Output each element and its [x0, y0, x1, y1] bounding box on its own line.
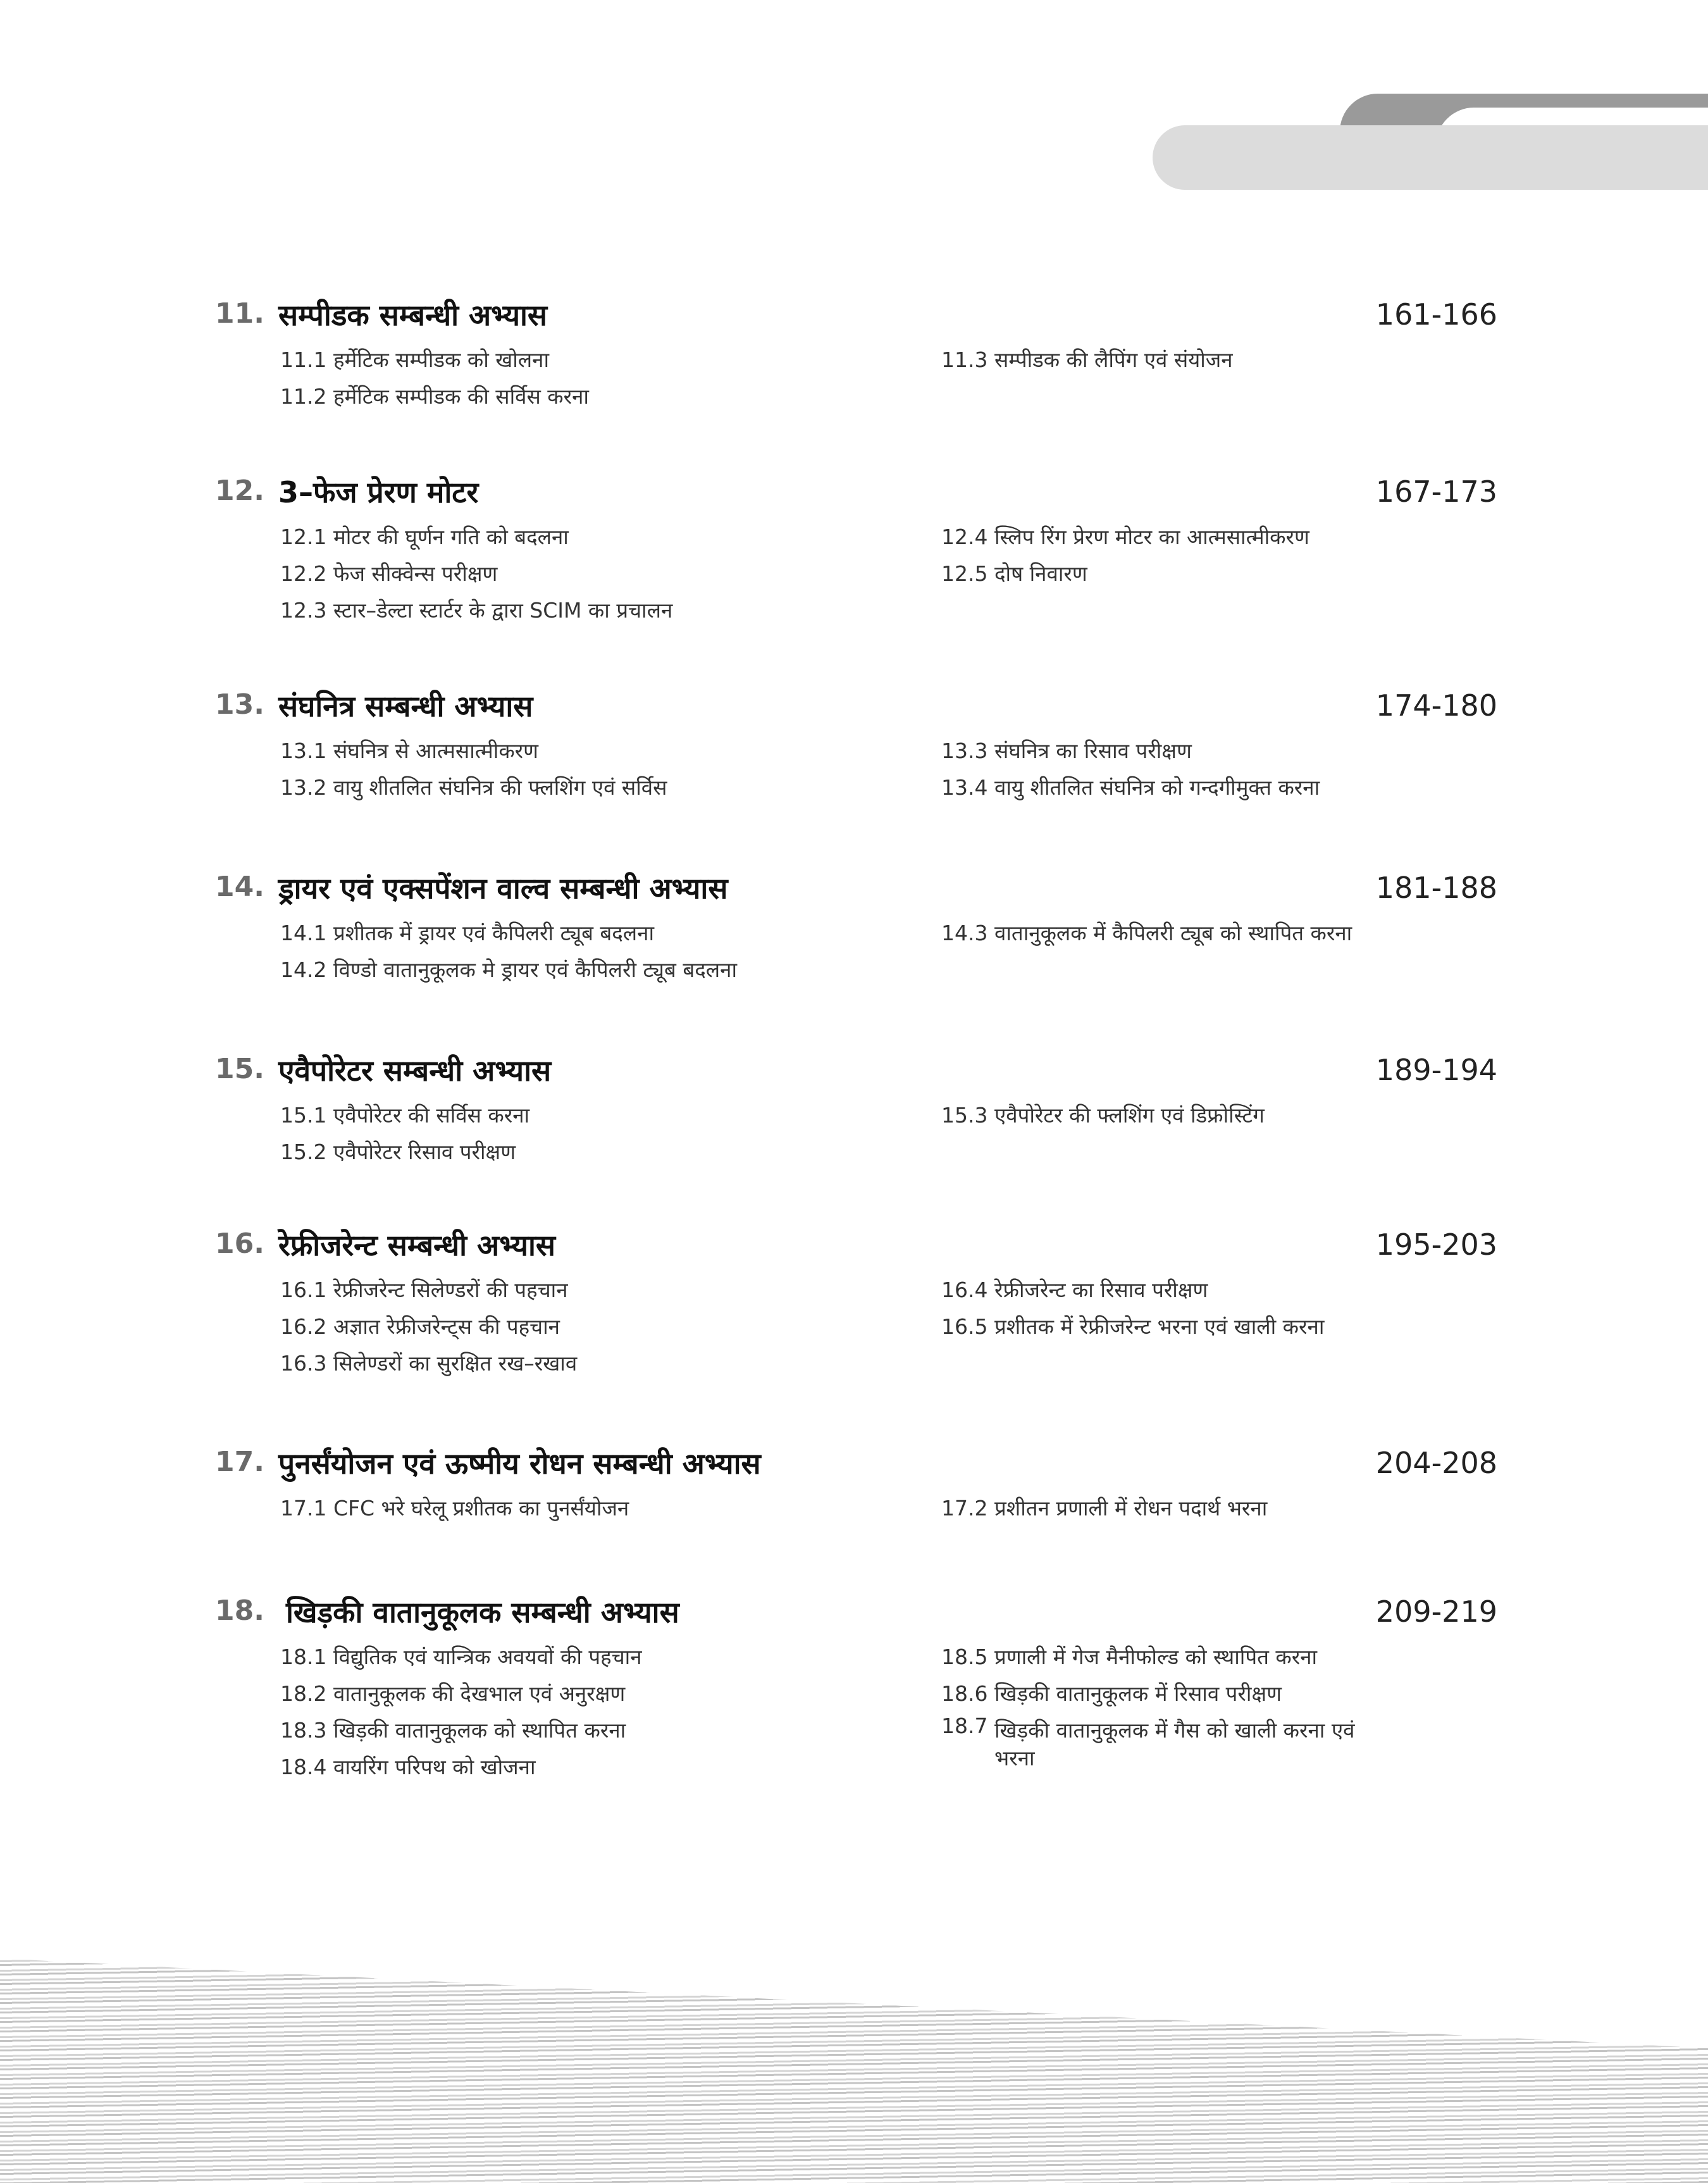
- list-item[interactable]: [941, 1639, 1435, 1676]
- section-page-range: 161-166: [1375, 297, 1497, 332]
- item-text: खिड़की वातानुकूलक में गैस को खाली करना एवं भरना: [994, 1718, 1355, 1770]
- list-item[interactable]: [941, 342, 1435, 378]
- item-text: रेफ्रीजरेन्ट का रिसाव परीक्षण: [994, 1278, 1208, 1302]
- list-item[interactable]: [280, 519, 913, 556]
- item-number: 12.4: [941, 525, 988, 549]
- item-number: 17.2: [941, 1496, 988, 1521]
- list-item[interactable]: [941, 1676, 1435, 1712]
- item-text: स्लिप रिंग प्रेरण मोटर का आत्मसात्मीकरण: [994, 525, 1309, 549]
- item-text: प्रणाली में गेज मैनीफोल्ड को स्थापित करना: [994, 1645, 1318, 1669]
- right-item-list: [941, 1272, 1435, 1345]
- list-item[interactable]: [280, 1345, 913, 1382]
- item-number: 13.4: [941, 775, 988, 800]
- item-text: रेफ्रीजरेन्ट सिलेण्डरों की पहचान: [333, 1278, 568, 1302]
- list-item[interactable]: [941, 915, 1435, 952]
- item-number: 14.2: [280, 957, 327, 982]
- list-item[interactable]: [941, 556, 1435, 592]
- list-item[interactable]: [280, 1712, 913, 1749]
- item-text: प्रशीतक में रेफ्रीजरेन्ट भरना एवं खाली करना: [994, 1314, 1325, 1339]
- item-text: हर्मेटिक सम्पीडक की सर्विस करना: [333, 384, 589, 409]
- section-page-range: 209-219: [1375, 1595, 1497, 1629]
- left-item-list: [280, 1490, 913, 1527]
- item-text: प्रशीतन प्रणाली में रोधन पदार्थ भरना: [994, 1496, 1268, 1521]
- list-item[interactable]: [280, 915, 913, 952]
- list-item[interactable]: [941, 1272, 1435, 1309]
- section-title[interactable]: 3–फेज प्रेरण मोटर: [278, 475, 479, 509]
- list-item[interactable]: [280, 1639, 913, 1676]
- item-number: 18.7: [941, 1713, 988, 1738]
- item-text: अज्ञात रेफ्रीजरेन्ट्स की पहचान: [333, 1314, 560, 1339]
- section-number: 11.: [215, 297, 264, 330]
- item-number: 16.1: [280, 1278, 327, 1302]
- item-number: 11.1: [280, 347, 327, 372]
- item-number: 13.2: [280, 775, 327, 800]
- item-text: वायरिंग परिपथ को खोजना: [333, 1755, 536, 1779]
- left-item-list: [280, 519, 913, 629]
- list-item[interactable]: [280, 378, 913, 415]
- item-text: हर्मेटिक सम्पीडक को खोलना: [333, 347, 550, 372]
- section-title[interactable]: सम्पीडक सम्बन्धी अभ्यास: [278, 298, 548, 332]
- section-number: 15.: [215, 1053, 264, 1085]
- section-page-range: 189-194: [1375, 1053, 1497, 1087]
- item-text: प्रशीतक में ड्रायर एवं कैपिलरी ट्यूब बदलना: [333, 921, 655, 945]
- right-item-list: [941, 519, 1435, 592]
- section-number: 17.: [215, 1446, 264, 1478]
- item-number: 16.2: [280, 1314, 327, 1339]
- list-item[interactable]: [941, 769, 1435, 806]
- item-text: वातानुकूलक में कैपिलरी ट्यूब को स्थापित करना: [994, 921, 1352, 945]
- item-number: 15.3: [941, 1103, 988, 1128]
- item-text: फेज सीक्वेन्स परीक्षण: [333, 561, 498, 586]
- item-number: 18.1: [280, 1645, 327, 1669]
- section-title[interactable]: संघनित्र सम्बन्धी अभ्यास: [278, 689, 533, 723]
- right-item-list: [941, 342, 1435, 378]
- section-number: 13.: [215, 688, 264, 721]
- left-item-list: [280, 1639, 913, 1786]
- section-page-range: 181-188: [1375, 871, 1497, 905]
- item-text: सम्पीडक की लैपिंग एवं संयोजन: [994, 347, 1233, 372]
- list-item[interactable]: [941, 1097, 1435, 1134]
- item-text: वातानुकूलक की देखभाल एवं अनुरक्षण: [333, 1681, 626, 1706]
- section-page-range: 174-180: [1375, 688, 1497, 723]
- item-text: CFC भरे घरेलू प्रशीतक का पुनर्संयोजन: [333, 1496, 629, 1521]
- item-number: 18.5: [941, 1645, 988, 1669]
- list-item[interactable]: [280, 733, 913, 769]
- list-item[interactable]: [280, 592, 913, 629]
- item-number: 13.1: [280, 738, 327, 763]
- section-number: 14.: [215, 871, 264, 903]
- item-number: 11.2: [280, 384, 327, 409]
- section-title[interactable]: रेफ्रीजरेन्ट सम्बन्धी अभ्यास: [278, 1228, 556, 1262]
- item-number: 12.5: [941, 561, 988, 586]
- left-item-list: [280, 1272, 913, 1382]
- item-text: एवैपोरेटर की सर्विस करना: [333, 1103, 530, 1128]
- item-text: वायु शीतलित संघनित्र को गन्दगीमुक्त करना: [994, 775, 1320, 800]
- left-item-list: [280, 1097, 913, 1171]
- item-text: खिड़की वातानुकूलक को स्थापित करना: [333, 1718, 626, 1743]
- list-item[interactable]: [280, 1676, 913, 1712]
- item-text: स्टार–डेल्टा स्टार्टर के द्वारा SCIM का प्रचालन: [333, 598, 673, 623]
- list-item[interactable]: [280, 1309, 913, 1345]
- item-number: 18.2: [280, 1681, 327, 1706]
- item-number: 12.2: [280, 561, 327, 586]
- list-item[interactable]: [280, 1272, 913, 1309]
- item-number: 12.3: [280, 598, 327, 623]
- list-item[interactable]: [280, 1097, 913, 1134]
- list-item[interactable]: [941, 1309, 1435, 1345]
- item-number: 14.3: [941, 921, 988, 945]
- right-item-list: [941, 1097, 1435, 1134]
- left-item-list: [280, 733, 913, 806]
- item-text: मोटर की घूर्णन गति को बदलना: [333, 525, 569, 549]
- right-item-list: [941, 915, 1435, 952]
- list-item[interactable]: [280, 769, 913, 806]
- item-number: 16.3: [280, 1351, 327, 1376]
- item-text: वायु शीतलित संघनित्र की फ्लशिंग एवं सर्विस: [333, 775, 667, 800]
- section-page-range: 204-208: [1375, 1446, 1497, 1480]
- section-title[interactable]: ड्रायर एवं एक्सपेंशन वाल्व सम्बन्धी अभ्यास: [278, 871, 728, 905]
- item-number: 17.1: [280, 1496, 327, 1521]
- section-title[interactable]: पुनर्संयोजन एवं ऊष्मीय रोधन सम्बन्धी अभ्यास: [278, 1446, 761, 1481]
- footer-stripe-pattern: [0, 1958, 1708, 2183]
- list-item[interactable]: [280, 556, 913, 592]
- item-number: 14.1: [280, 921, 327, 945]
- list-item[interactable]: [941, 1490, 1435, 1527]
- section-number: 12.: [215, 475, 264, 507]
- item-number: 13.3: [941, 738, 988, 763]
- right-item-list: [941, 1639, 1435, 1772]
- left-item-list: [280, 342, 913, 415]
- item-text: एवैपोरेटर की फ्लशिंग एवं डिफ्रोस्टिंग: [994, 1103, 1265, 1128]
- section-number: 16.: [215, 1228, 264, 1260]
- list-item[interactable]: [941, 1712, 1361, 1772]
- item-number: 18.3: [280, 1718, 327, 1743]
- right-item-list: [941, 733, 1435, 806]
- right-item-list: [941, 1490, 1435, 1527]
- list-item[interactable]: [280, 342, 913, 378]
- section-page-range: 167-173: [1375, 475, 1497, 509]
- list-item[interactable]: [941, 519, 1435, 556]
- item-number: 15.1: [280, 1103, 327, 1128]
- list-item[interactable]: [280, 1134, 913, 1171]
- item-number: 16.4: [941, 1278, 988, 1302]
- list-item[interactable]: [280, 952, 913, 988]
- section-page-range: 195-203: [1375, 1228, 1497, 1262]
- item-number: 11.3: [941, 347, 988, 372]
- section-title[interactable]: खिड़की वातानुकूलक सम्बन्धी अभ्यास: [286, 1595, 679, 1629]
- item-number: 12.1: [280, 525, 327, 549]
- section-title[interactable]: एवैपोरेटर सम्बन्धी अभ्यास: [278, 1054, 552, 1088]
- item-text: विण्डो वातानुकूलक मे ड्रायर एवं कैपिलरी ट्यूब बदलना: [333, 957, 737, 982]
- list-item[interactable]: [941, 733, 1435, 769]
- list-item[interactable]: [280, 1749, 913, 1786]
- item-number: 16.5: [941, 1314, 988, 1339]
- item-number: 18.4: [280, 1755, 327, 1779]
- left-item-list: [280, 915, 913, 988]
- item-text: एवैपोरेटर रिसाव परीक्षण: [333, 1140, 516, 1164]
- item-text: दोष निवारण: [994, 561, 1087, 586]
- section-number: 18.: [215, 1595, 264, 1627]
- item-text: संघनित्र का रिसाव परीक्षण: [994, 738, 1192, 763]
- item-number: 15.2: [280, 1140, 327, 1164]
- item-text: सिलेण्डरों का सुरक्षित रख–रखाव: [333, 1351, 578, 1376]
- item-number: 18.6: [941, 1681, 988, 1706]
- item-text: खिड़की वातानुकूलक में रिसाव परीक्षण: [994, 1681, 1282, 1706]
- header-tab-front: [1153, 125, 1708, 190]
- list-item[interactable]: [280, 1490, 913, 1527]
- item-text: विद्युतिक एवं यान्त्रिक अवयवों की पहचान: [333, 1645, 642, 1669]
- item-text: संघनित्र से आत्मसात्मीकरण: [333, 738, 539, 763]
